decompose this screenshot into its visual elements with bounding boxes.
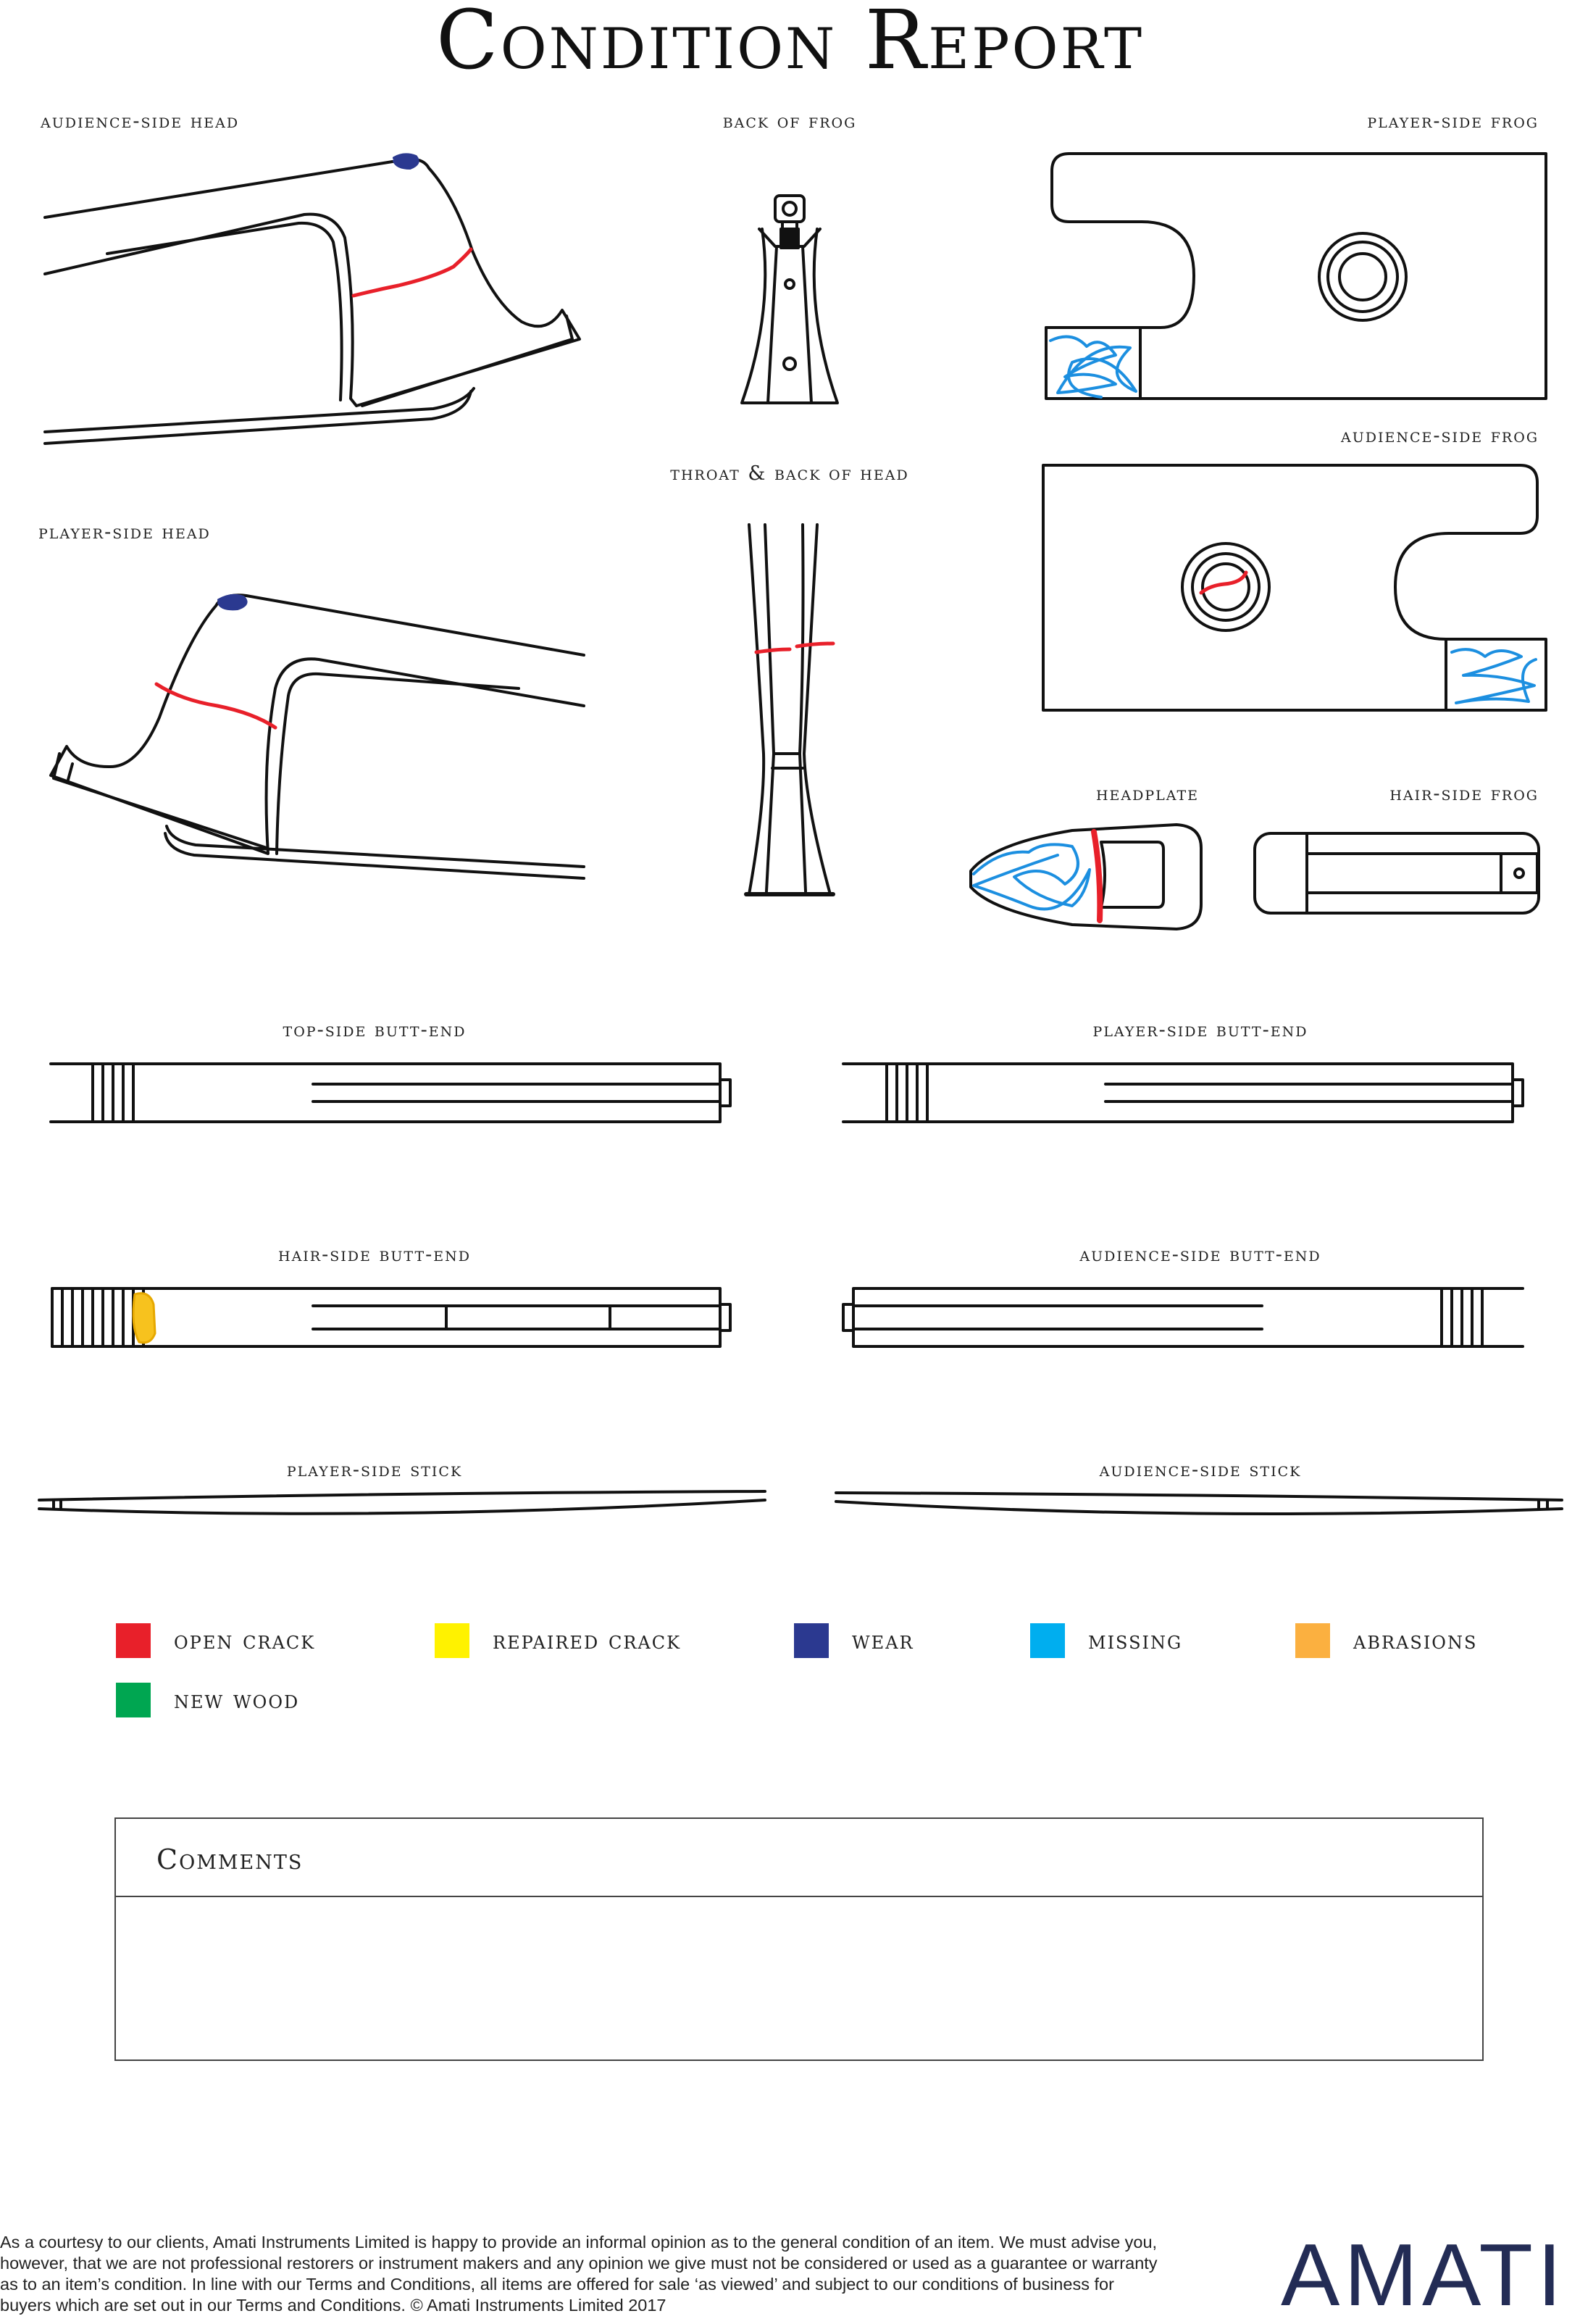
legend-label-new-wood: new wood — [174, 1686, 300, 1715]
label-player-side-stick: player-side stick — [286, 1459, 463, 1481]
label-audience-side-butt-end: audience-side butt-end — [1079, 1244, 1321, 1266]
label-top-side-butt-end: top-side butt-end — [283, 1019, 467, 1041]
label-player-side-frog: player-side frog — [1367, 110, 1539, 133]
missing-mark — [1050, 337, 1136, 397]
legend-item-missing — [1030, 1623, 1182, 1658]
label-audience-side-frog: audience-side frog — [1341, 425, 1539, 447]
audience-side-butt-end-drawing — [843, 1288, 1523, 1346]
page-title: Condition Report — [436, 0, 1144, 88]
hair-side-frog-drawing — [1255, 833, 1539, 913]
label-player-side-head: player-side head — [38, 521, 211, 543]
legend-swatch-missing — [1030, 1623, 1065, 1658]
legend-item-new-wood — [116, 1683, 299, 1717]
legend-label-missing: missing — [1088, 1626, 1183, 1655]
comments-box — [114, 1817, 1484, 2061]
label-audience-side-stick: audience-side stick — [1099, 1459, 1302, 1481]
legend-swatch-open-crack — [116, 1623, 151, 1658]
label-hair-side-frog: hair-side frog — [1389, 783, 1539, 805]
legend-swatch-wear — [794, 1623, 829, 1658]
label-hair-side-butt-end: hair-side butt-end — [278, 1244, 471, 1266]
legend-item-wear — [794, 1623, 914, 1658]
open-crack-mark — [1094, 832, 1100, 920]
label-audience-side-head: audience-side head — [41, 110, 240, 133]
repaired-crack-mark — [133, 1294, 155, 1343]
wear-mark — [219, 596, 246, 609]
legend-label-repaired-crack: repaired crack — [493, 1626, 682, 1655]
label-throat-back-of-head: throat & back of head — [670, 462, 909, 485]
top-side-butt-end-drawing — [51, 1064, 730, 1122]
legend-label-wear: wear — [852, 1626, 914, 1655]
legend-item-abrasions — [1295, 1623, 1477, 1658]
open-crack-mark — [756, 644, 833, 652]
legend-swatch-repaired-crack — [435, 1623, 469, 1658]
amati-logo: AMATI — [1281, 2225, 1566, 2324]
legend-item-repaired-crack — [435, 1623, 681, 1658]
player-side-frog-drawing — [1046, 154, 1546, 399]
comments-body[interactable] — [116, 1897, 1482, 2059]
label-back-of-frog: back of frog — [722, 110, 857, 133]
legend-swatch-abrasions — [1295, 1623, 1330, 1658]
legend-item-open-crack — [116, 1623, 315, 1658]
open-crack-mark — [156, 684, 275, 728]
audience-side-head-drawing — [45, 159, 580, 443]
comments-title: Comments — [156, 1844, 304, 1875]
legend-swatch-new-wood — [116, 1683, 151, 1717]
label-player-side-butt-end: player-side butt-end — [1092, 1019, 1308, 1041]
open-crack-mark — [1201, 572, 1246, 593]
player-side-head-drawing — [51, 595, 584, 878]
disclaimer-text: As a courtesy to our clients, Amati Instruments Limited is happy to provide an informal opinion as to the general condition of an item. We must advise you, however, that we are not professional restorers or instrument makers and any opinion we give must not be considered or used as a guarantee or warranty as to an item’s condition. In line with our Terms and Conditions, all items are offered for sale ‘as viewed’ and subject to our conditions of business for buyers which are set out in our Terms and Conditions. © Amati Instruments Limited 2017 — [0, 2233, 1158, 2315]
audience-side-stick-drawing — [836, 1493, 1562, 1514]
comments-header — [116, 1819, 1482, 1897]
open-crack-mark — [354, 249, 471, 296]
player-side-butt-end-drawing — [843, 1064, 1523, 1122]
player-side-stick-drawing — [39, 1491, 765, 1514]
label-headplate: headplate — [1095, 783, 1200, 805]
back-of-frog-drawing — [742, 196, 837, 403]
missing-mark — [1452, 649, 1536, 703]
legend-label-open-crack: open crack — [174, 1626, 316, 1655]
throat-back-of-head-drawing — [746, 525, 833, 894]
legend-label-abrasions: abrasions — [1353, 1626, 1478, 1655]
wear-mark — [394, 154, 418, 168]
